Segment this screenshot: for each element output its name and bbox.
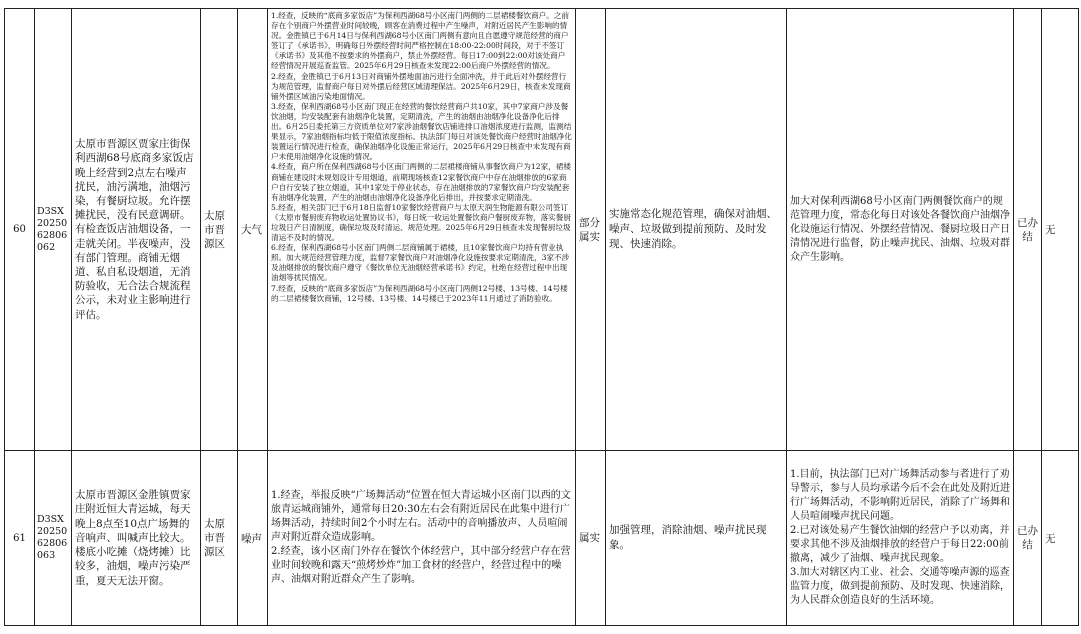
- complaint-description: 太原市晋源区贾家庄街保利西湖68号底商多家饭店晚上经营到2点左右噪声扰民，油污满地，油烟污染，有餐厨垃圾。允许摆摊扰民，没有民意调研。有检查饭店油烟设备，一走就关闭。半夜噪声，没有部门管理。商铺无烟道、私自私设烟道，无消防验收，无合法合规流程公示，未对业主影响进行评估。: [72, 9, 201, 451]
- row-number: 61: [5, 451, 35, 626]
- rectification-measures: [787, 451, 1014, 626]
- measure-item: 加大对保利西湖68号小区南门两侧餐饮商户的规范管理力度，常态化每日对该处各餐饮商户油烟净化设施运行情况、外摆经营情况、餐厨垃圾日产日清情况进行监督，防止噪声扰民、油烟、垃圾对群众产生影响。: [790, 195, 1010, 263]
- administrative-area: 太原市晋源区: [201, 451, 238, 626]
- accountability: 无: [1042, 9, 1079, 451]
- finding-item: 2.经查，金胜镇已于6月13日对商铺外摆地面油污进行全面冲洗，并于此后对外摆经营行为规范管理，监督商户每日对外摆后经营区域清理保洁。2025年6月29日，核查未发现商铺外摆区域油污染地面情况。: [271, 71, 571, 101]
- finding-item: 5.经查，相关部门已于6月18日监督10家餐饮经营商户与太原天润生物能源有限公司签订《太原市餐厨废弃物收运处置协议书》，每日统一收运处置餐饮商户餐厨废弃物，落实餐厨垃圾日产日清制度，确保垃圾及时清运、规范处理。2025年6月29日核查未发现餐厨垃圾清运不及时的情况。: [271, 202, 571, 243]
- finding-item: 7.经查，反映的“底商多家饭店”为保利西湖68号小区南门两侧12号楼、13号楼、14号楼的二层裙楼餐饮商铺，12号楼、13号楼、14号楼已于2023年11月通过了消防验收。: [271, 283, 568, 303]
- accountability: 无: [1042, 451, 1079, 626]
- verification-result: 部分属实: [576, 9, 606, 451]
- rectification-goal: 加强管理，消除油烟、噪声扰民现象。: [606, 451, 787, 626]
- case-code: D3SX2025062806062: [35, 9, 72, 451]
- status: 已办结: [1014, 9, 1042, 451]
- complaint-description: 太原市晋源区金胜镇贾家庄附近恒大青运城，每天晚上8点至10点广场舞的音响声、叫喊声比较大。楼底小吃摊（烧烤摊）比较多，油烟，噪声污染严重，夏天无法开窗。: [72, 451, 201, 626]
- status: 已办结: [1014, 451, 1042, 626]
- investigation-findings: [268, 451, 576, 626]
- case-code: D3SX2025062806063: [35, 451, 72, 626]
- measure-item: 3.加大对辖区内工业、社会、交通等噪声源的巡查监管力度，做到提前预防、及时发现、快速消除，为人民群众创造良好的生活环境。: [790, 567, 1010, 606]
- pollution-type: 大气: [238, 9, 268, 451]
- rectification-goal: 实施常态化规范管理，确保对油烟、噪声、垃圾做到提前预防、及时发现、快速消除。: [606, 9, 787, 451]
- investigation-findings: [268, 9, 576, 451]
- finding-item: 4.经查，商户所在保利西湖68号小区南门两侧的二层裙楼商铺从事餐饮商户为12家，裙楼商铺在建设时未规划设计专用烟道，前期现场核查12家餐饮商户中存在油烟排放的6家商户自行安装了独立烟道，其中1家处于停业状态，存在油烟排放的7家餐饮商户均安装配套有油烟净化装置，产生的油烟由油烟净化设备净化后排出，并按要求定期清洗。: [271, 162, 571, 202]
- measure-item: 1.目前，执法部门已对广场舞活动参与者进行了劝导警示，参与人员均承诺今后不会在此处及附近进行广场舞活动，不影响附近居民，消除了广场舞和人员喧闹噪声扰民问题。: [790, 469, 1010, 522]
- verification-result: 属实: [576, 451, 606, 626]
- table-row: [5, 451, 1079, 626]
- finding-item: 3.经查，保利西湖68号小区南门现正在经营的餐饮经营商户共10家，其中7家商户涉及餐饮油烟，均安装配套有油烟净化装置，定期清洗，产生的油烟由油烟净化设备净化后排出。6月25日委托第三方资质单位对7家涉油烟餐饮店铺进排口油烟浓度进行监测，监测结果显示，7家油烟指标均低于限值浓度指标。执法部门每日对该处餐饮商户经营时油烟净化装置运行情况进行检查，确保油烟净化设施正常运行，2025年6月29日核查中未发现有商户未使用油烟净化设施的情况。: [271, 101, 572, 162]
- finding-item: 1.经查，反映的“底商多家饭店”为保利西湖68号小区南门两侧的二层裙楼餐饮商户。之前存在个别商户外摆营业时间较晚，顾客在消费过程中产生噪声，对附近居民产生影响的情况。金胜镇已于6月14日与保利西湖68号小区南门两侧有意向且自愿遵守规范经营的商户签订了《承诺书》，明确每日外摆经营时间严格控制在18:00-22:00时间段，对于不签订《承诺书》及其他不按要求的外摆商户，禁止外摆经营。每日17:00到22:00对该处商户经营情况开展巡查监管。2025年6月29日核查未发现22:00后商户外摆经营的情况。: [271, 11, 570, 71]
- complaint-table: [4, 8, 1079, 626]
- rectification-measures: [787, 9, 1014, 451]
- administrative-area: 太原市晋源区: [201, 9, 238, 451]
- measure-item: 2.已对该处易产生餐饮油烟的经营户予以劝离，并要求其他不涉及油烟排放的经营户于每日22:00前撤离，减少了油烟、噪声扰民现象。: [790, 525, 1010, 564]
- finding-item: 1.经查，举报反映“广场舞活动”位置在恒大青运城小区南门以西的文旅青运城商铺外，通常每日20:30左右会有附近居民在此集中进行广场舞活动，持续时间2个小时左右。活动中的音响播放声、人员喧闹声对附近群众造成影响。: [271, 490, 571, 543]
- finding-item: 2.经查，该小区南门外存在餐饮个体经营户，其中部分经营户存在营业时间较晚和露天“煎烤炒炸”加工食材的经营户，经营过程中的噪声、油烟对附近群众产生了影响。: [271, 546, 571, 585]
- table-row: [5, 9, 1079, 451]
- pollution-type: 噪声: [238, 451, 268, 626]
- finding-item: 6.经查，保利西湖68号小区南门两侧二层商铺属于裙楼，且10家餐饮商户均持有营业执照。加大规范经营管理力度，监督7家餐饮商户对油烟净化设施按要求定期清洗，3家不涉及油烟排放的餐饮商户遵守《餐饮单位无油烟经营承诺书》约定，杜绝在经营过程中出现油烟等扰民情况。: [271, 243, 570, 283]
- row-number: 60: [5, 9, 35, 451]
